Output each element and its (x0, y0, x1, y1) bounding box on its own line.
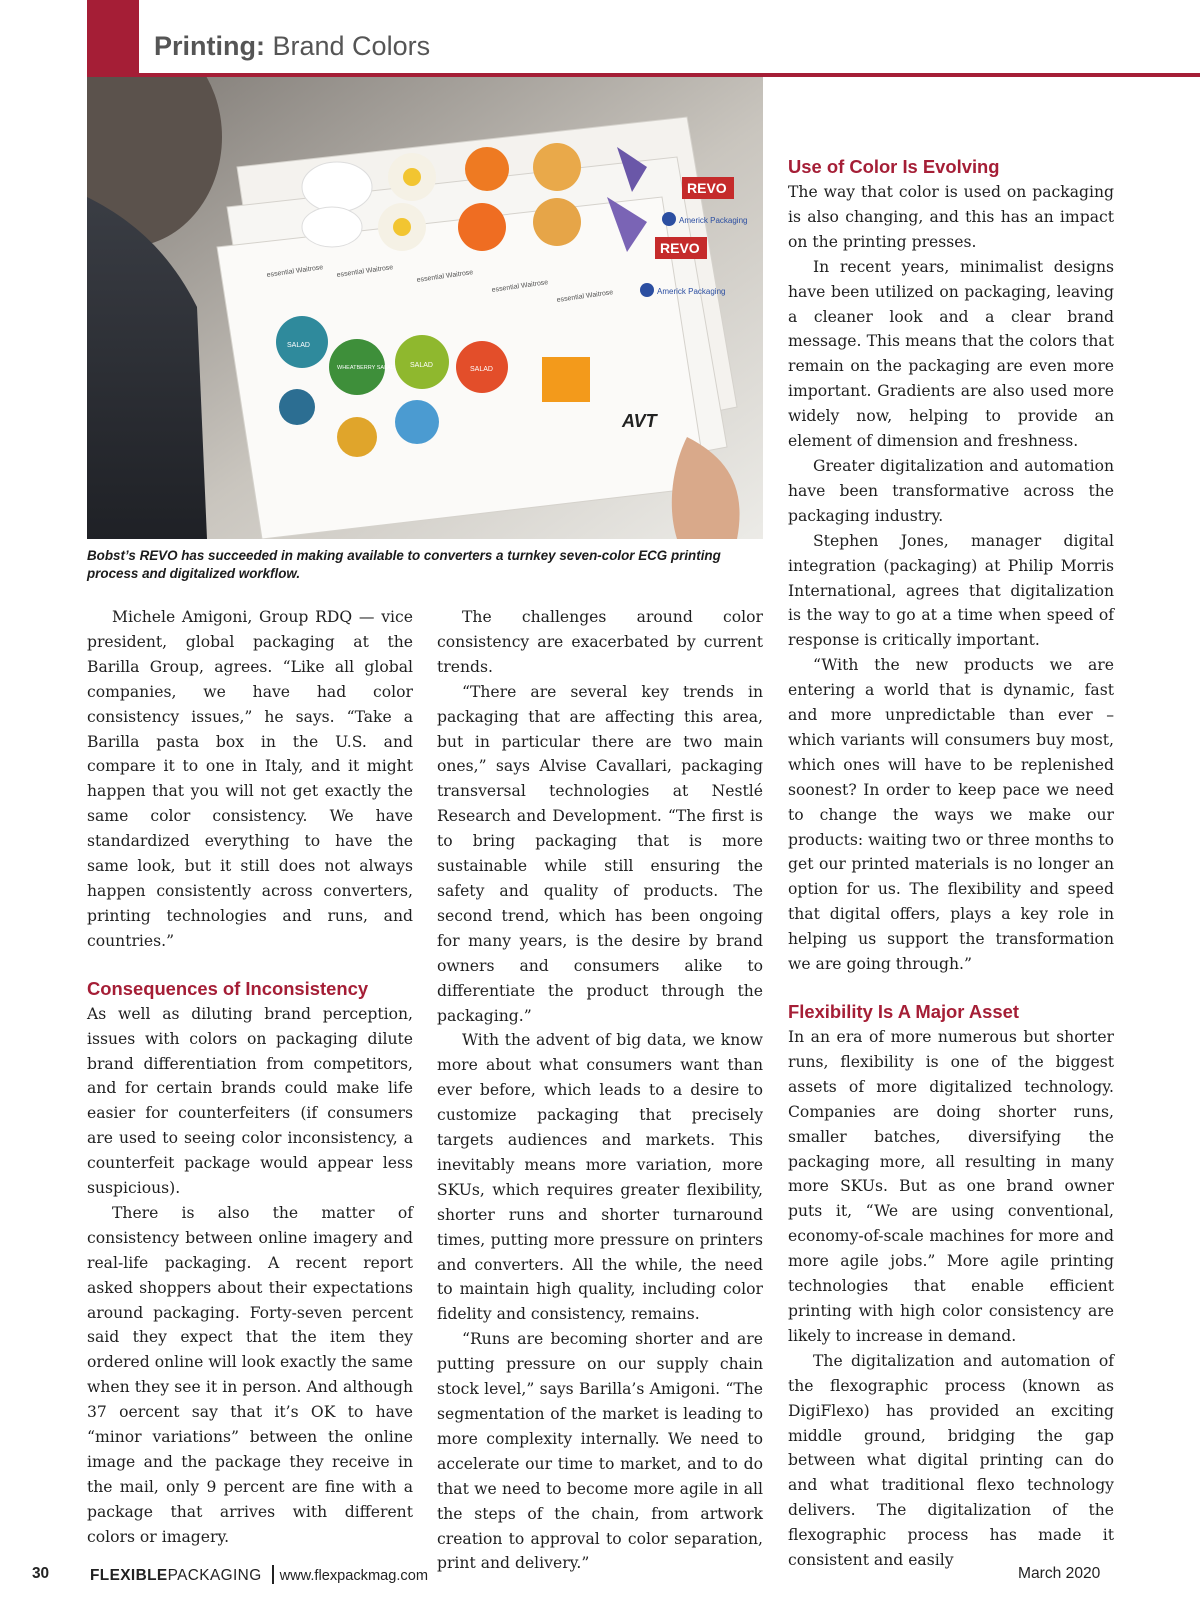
brand-label-1: essential Waitrose (266, 264, 324, 279)
section-subject: Brand Colors (272, 31, 431, 61)
header-color-block (87, 0, 139, 77)
badge-text-1: SALAD (287, 342, 310, 349)
issue-date: March 2020 (1018, 1565, 1101, 1582)
column-2 (437, 605, 763, 1576)
column-3 (788, 154, 1114, 1573)
revo-mark-2: REVO (660, 240, 700, 256)
paragraph: As well as diluting brand perception, issues with colors on packaging dilute brand differentiation from competitors, and for certain brands could make life easier for counterfeiters (if consumers are used to seeing color inconsistency, a counterfeit package would appear less suspicious). (87, 1004, 413, 1198)
column-1 (87, 605, 413, 1550)
section-label: Printing: (154, 31, 265, 61)
paragraph: Stephen Jones, manager digital integration (packaging) at Philip Morris International, agrees that digitalization is the way to go at a time when speed of response is critically important. (788, 531, 1114, 650)
subheading: Flexibility Is A Major Asset (788, 1001, 1019, 1022)
spacer (788, 977, 1114, 999)
avt-mark: AVT (622, 411, 657, 431)
subheading: Consequences of Inconsistency (87, 977, 369, 999)
paragraph: The digitalization and automation of the flexographic process (known as DigiFlexo) has provided an exciting middle ground, bridging the gap between what digital printing can do and what traditional flexo technology delivers. The digitalization of the flexographic process has made it consistent and easily (788, 1351, 1114, 1570)
brand-label-4: essential Waitrose (491, 279, 549, 294)
paragraph: There is also the matter of consistency between online imagery and real-life packaging. A recent report asked shoppers about their expectations around packaging. Forty-seven percent said they expect that the item they ordered online will look exactly the same when they see it in person. And although 37 oercent say that it’s OK to have “minor variations” between the online image and the package they receive in the mail, only 9 percent are fine with a package that arrives with different colors or imagery. (87, 1203, 413, 1546)
paragraph: With the advent of big data, we know more about what consumers want than ever before, which leads to a desire to customize packaging that precisely targets audiences and markets. This inevitably means more variation, more SKUs, which requires greater flexibility, shorter runs and shorter turnaround times, putting more pressure on printers and converters. All the while, the need to maintain high quality, including color fidelity and consistency, remains. (437, 1031, 763, 1324)
americk-mark-2: Americk Packaging (657, 287, 726, 296)
paragraph: “Runs are becoming shorter and are putting pressure on our supply chain stock level,” says Barilla’s Amigoni. “The segmentation of the market is leading to more complexity internally. We need to accelerate our time to market, and to do that we need to become more agile in all the steps of the chain, from artwork creation to approval to color separation, print and delivery.” (437, 1330, 763, 1573)
badge-text-2: WHEATBERRY SALAD (337, 365, 395, 371)
badge-text-4: SALAD (470, 366, 493, 373)
magazine-name-light: PACKAGING (167, 1567, 262, 1584)
paragraph: “There are several key trends in packaging that are affecting this area, but in particular there are two main ones,” says Alvise Cavallari, packaging transversal technologies at Nestlé Research and Development. “The first is to bring packaging that is more sustainable while still ensuring the safety and quality of products. The second trend, which has been ongoing for many years, is the desire by brand owners and consumers alike to differentiate the product through the packaging.” (437, 682, 763, 1025)
page-number: 30 (32, 1565, 50, 1582)
americk-mark-1: Americk Packaging (679, 216, 748, 225)
paragraph: In an era of more numerous but shorter runs, flexibility is one of the biggest assets of more digitalized technology. Companies are doing shorter runs, smaller batches, diversifying the packaging more, all resulting in many more SKUs. But as one brand owner puts it, “We are using conventional, economy-of-scale machines for more and more agile jobs.” More agile printing technologies that enable efficient printing with high color consistency are likely to increase in demand. (788, 1028, 1114, 1345)
brand-label-2: essential Waitrose (336, 264, 394, 279)
magazine-name-bold: FLEXIBLE (90, 1567, 168, 1584)
spacer (87, 954, 413, 976)
magazine-photo-icon (87, 77, 763, 539)
paragraph: Michele Amigoni, Group RDQ — vice president, global packaging at the Barilla Group, agrees. “Like all global companies, we have had color consistency issues,” he says. “Take a Barilla pasta box in the U.S. and compare it to one in Italy, and it might happen that you will not get exactly the same color consistency. We have standardized everything to have the same look, but it still does not always happen consistently across converters, printing technologies and runs, and countries.” (87, 608, 413, 950)
magazine-url: www.flexpackmag.com (279, 1568, 428, 1584)
paragraph: Greater digitalization and automation have been transformative across the packaging industry. (788, 456, 1114, 525)
footer-divider (272, 1565, 274, 1584)
paragraph: “With the new products we are entering a world that is dynamic, fast and more unpredictable than ever – which variants will consumers buy most, which ones will have to be replenished soonest? In order to keep pace we need to change the ways we make our products: waiting two or three months to get our printed materials is no longer an option for us. The flexibility and speed that digital offers, plays a key role in helping us support the transformation we are going through.” (788, 656, 1115, 974)
photo-caption: Bobst’s REVO has succeeded in making available to converters a turnkey seven-color ECG printing process and digitalized workflow. (87, 548, 721, 581)
brand-label-3: essential Waitrose (416, 269, 474, 284)
feature-photo (87, 77, 763, 539)
badge-text-3: SALAD (410, 362, 433, 369)
paragraph: The way that color is used on packaging is also changing, and this has an impact on the printing presses. (788, 183, 1114, 251)
paragraph: The challenges around color consistency are exacerbated by current trends. (437, 608, 763, 676)
brand-label-5: essential Waitrose (556, 289, 614, 304)
revo-mark-1: REVO (687, 180, 727, 196)
paragraph: In recent years, minimalist designs have been utilized on packaging, leaving a cleaner look and a clear brand message. This means that the colors that remain on the packaging are even more important. Gradients are also used more widely now, helping to provide an element of dimension and freshness. (788, 257, 1114, 451)
magazine-footer (90, 1565, 428, 1585)
subheading: Use of Color Is Evolving (788, 156, 1000, 177)
section-title (154, 31, 430, 62)
